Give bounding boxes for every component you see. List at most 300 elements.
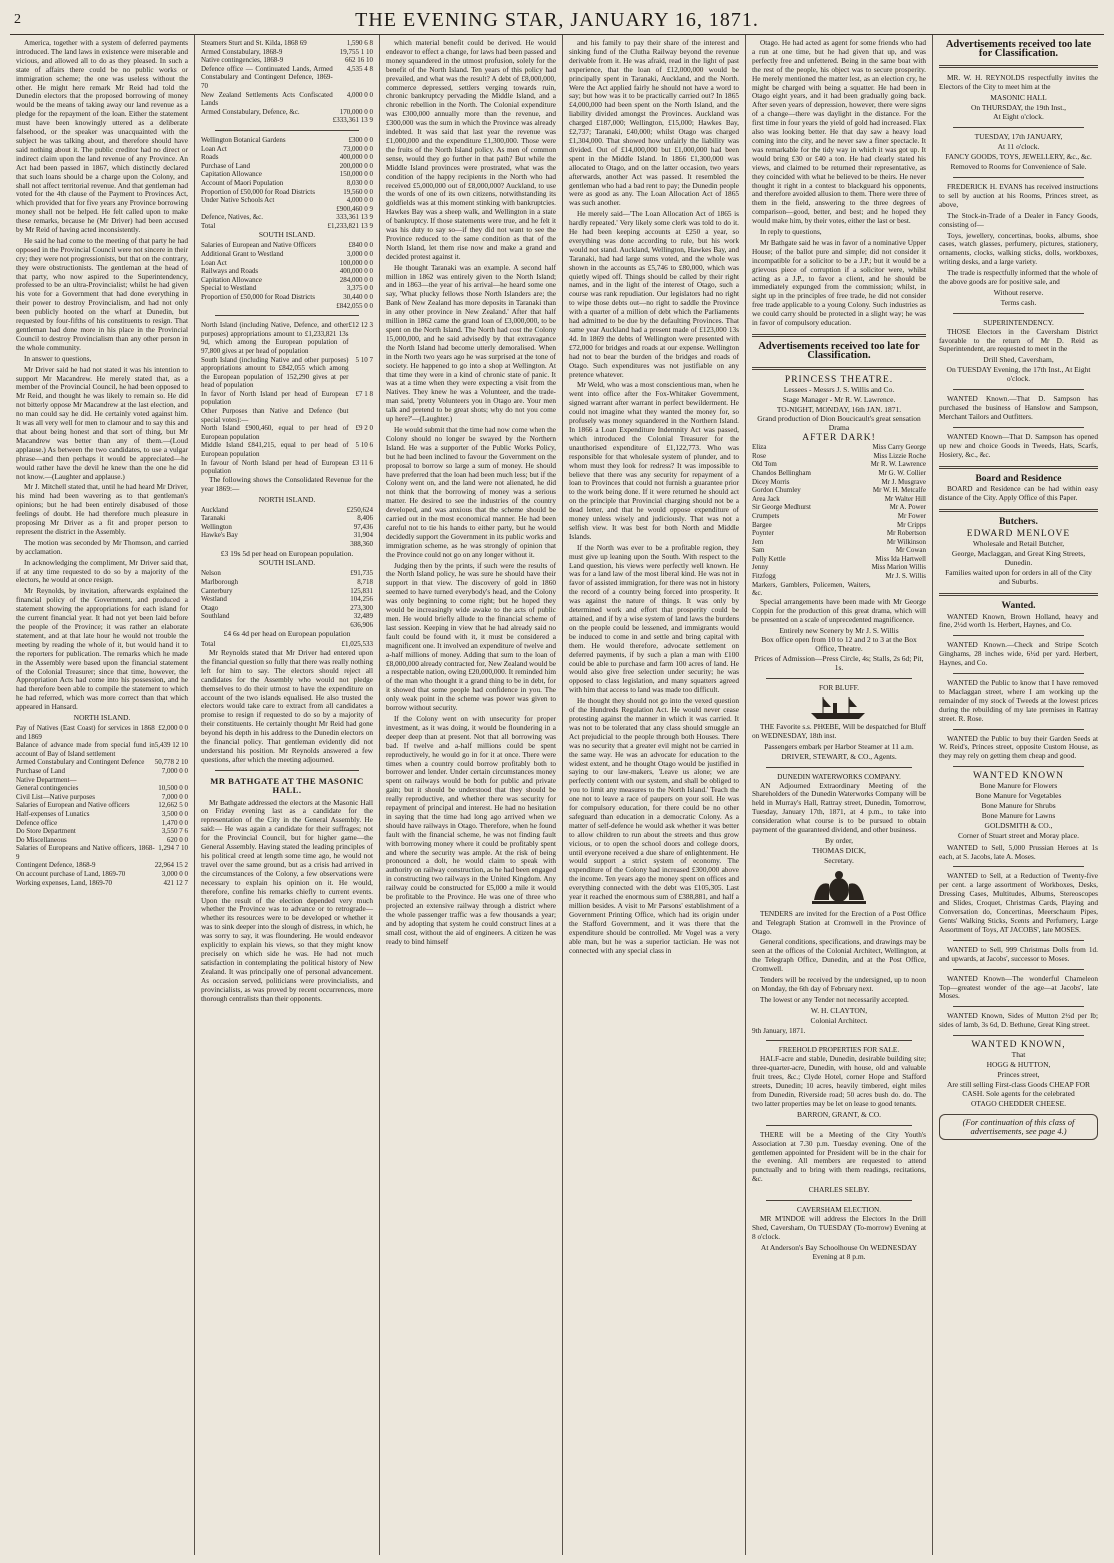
row-label: Canterbury	[201, 586, 233, 595]
cast-row	[752, 572, 926, 581]
bluff-passengers: Passengers embark per Harbor Steamer at 11 a.m.	[764, 741, 914, 751]
row-label: Wellington	[201, 522, 232, 531]
table-row	[16, 870, 188, 879]
table-row	[201, 459, 373, 476]
fancy-title: FANCY GOODS, TOYS, JEWELLERY, &c., &c.	[945, 152, 1092, 162]
row-label: General contingencies	[16, 784, 79, 793]
table-row	[201, 284, 373, 293]
row-label: Salaries of Europeans and Native officers, 1868-9	[16, 844, 155, 861]
table-row	[201, 587, 373, 596]
reynolds-when: On THURSDAY, the 19th Inst.,	[970, 102, 1067, 112]
bluff-title: FOR BLUFF.	[819, 683, 859, 693]
table-row	[201, 39, 373, 48]
row-amount: £9 2 0	[355, 424, 373, 433]
row-label: Southland	[201, 612, 230, 621]
article-paragraph: Mr Bathgate said he was in favor of a nominative Upper House; of the ballot pure and simple; did not consider it incompatible for a solicitor to be a J.P.; but it would be a grievous piece of corruption if a solicitor were, whilst acting as a J.P., to favor a client, and he should be immediately expunged from the commission; whilst, in sight up in the principles of free trade, he did not consider free trade applicable to a young Colony. Such industries as we could carry should be protected in a slight way; he was in favor of compulsory education.	[752, 237, 926, 328]
manure-item: Bone Manure for Flowers	[979, 781, 1058, 791]
super-when: On TUESDAY Evening, the 17th Inst., At Eight o'clock.	[946, 365, 1091, 384]
evans-items: Toys, jewellery, concertinas, books, albums, shoe cases, watch glasses, perfumery, pictures, stationery, ornaments, clocks, walking sticks, dolls, workboxes, writing desks, and a large variety.	[939, 230, 1098, 267]
freehold-title: FREEHOLD PROPERTIES FOR SALE.	[778, 1045, 900, 1055]
theatre-manager: Stage Manager - Mr R. W. Lawrence.	[782, 394, 896, 404]
row-amount: 4,535 4 8	[346, 64, 373, 73]
cast-actor: Mr Fower	[897, 511, 926, 520]
table-row	[201, 604, 373, 613]
freehold-body: HALF-acre and stable, Dunedin, desirable building site; three-quarter-acre, Dunedin, with house, old and valuable fruit trees, &c.; Clyde Hotel, corner Hope and Stafford streets, Dunedin; 10 acres, heavily timbered, eight miles from Dunedin, Riverside road; 50 acres bush do. do. The two latter properties may be let on lease to good tenants.	[752, 1054, 926, 1108]
row-amount: 636,906	[350, 620, 373, 629]
evans-note: The trade is respectfully informed that the whole of the above goods are for positive sale, and	[939, 268, 1098, 287]
column-4	[563, 35, 746, 1555]
appropriations-table	[201, 39, 373, 125]
tenders-ad	[752, 910, 926, 1036]
row-amount: 5 10 6	[355, 441, 373, 450]
waterworks-order: By order,	[824, 835, 854, 845]
table-note: £4 6s 4d per head on European population	[223, 629, 351, 639]
tenders-sign: W. H. CLAYTON,	[810, 1005, 868, 1015]
table-row	[201, 612, 373, 621]
row-amount: £91,735	[350, 569, 373, 578]
row-amount: 284,000 0 0	[339, 275, 373, 284]
article-paragraph: In answer to questions,	[24, 353, 92, 363]
reynolds-hall: MASONIC HALL	[990, 92, 1047, 102]
row-amount: 1,294 7 10	[158, 844, 188, 853]
row-amount	[155, 776, 188, 785]
freehold-sign: BARRON, GRANT, & CO.	[796, 1109, 882, 1119]
cast-row	[752, 512, 926, 521]
table-row	[201, 170, 373, 179]
row-amount: £250,624	[346, 505, 373, 514]
table-note: £3 19s 5d per head on European population.	[220, 548, 354, 558]
table-row	[16, 861, 188, 870]
board-heading: Board and Residence	[975, 473, 1062, 484]
hogg-item: OTAGO CHEDDER CHEESE.	[970, 1098, 1067, 1108]
continuation-note: (For continuation of this class of advertisements, see page 4.)	[939, 1114, 1098, 1140]
caversham-body: MR M'INDOE will address the Electors In the Drill Shed, Caversham, On TUESDAY (To-morrow) Evening at 8 o'clock.	[752, 1213, 926, 1241]
row-label: Pay of Natives (East Coast) for services in 1868 and 1869	[16, 723, 155, 741]
table-row	[201, 241, 373, 250]
classified-heading: Advertisements received too late for Classification.	[945, 39, 1092, 59]
row-label: North Island £900,460, equal to per head of European population	[201, 424, 349, 441]
article-paragraph: Mr Bathgate addressed the electors at the Masonic Hall on Friday evening last as a candidate for the representation of the City in the General Assembly. He said:— He was again a candidate for their suffrages; not for the Provincial Council, but for higher game—the General Assembly. Having stated the leading principles of his political creed at length some time ago, he would not travel over the same ground, but as a crisis had arrived in the circumstances of the Colony, a few observations were necessary to explain his opinion on it. He would, therefore, confine his remarks chiefly to current events. Upon the result of the election depended very much whether the Province was to advance or to retrograde—whether its resources were to be developed or whether it was to sink deeper into the slough of distress, in which, he was sorry to say, it was floundering. He would endeavor explicitly to explain his views, so that they might know precisely on which side he was. He had not much satisfaction in contemplating the political history of New Zealand. It was principally one of personal advancement. As occasion served, politicians were provincialists, and provincialists, as was proved by recent occurrences, more thorough centralists than their opponents.	[201, 797, 373, 1003]
cast-role: Old Tom	[752, 460, 777, 469]
row-label	[201, 540, 301, 549]
row-label: Purchase of Land	[201, 161, 250, 170]
cast-role: Jem	[752, 537, 764, 546]
cast-row	[752, 460, 926, 469]
cast-actor: Mr Cowan	[895, 546, 926, 555]
fancy-note: Removed to Rooms for Convenience of Sale.	[950, 162, 1087, 172]
wanted-ad: WANTED Known.—Check and Stripe Scotch Ginghams, 28 inches wide, 6½d per yard. Herbert, Haynes, and Co.	[939, 640, 1098, 668]
cast-actor: Mr J. S. Willis	[885, 572, 926, 581]
row-label: Capitation Allowance	[201, 170, 262, 179]
article-paragraph: which material benefit could be derived. He would endeavor to effect a change, for laws had been passed and money squandered in the utmost profusion, solely for the benefit of the North Island. Ten years of this policy had prevailed, and what was the result? A debt of £8,000,000, commerce depressed, settlers verging towards ruin, chronic bankruptcy pervading the Middle Island, and a chronic rebellion in the North. The Colonial expenditure was £300,000 annually more than the revenue, and £300,000 was the sum in which the Province was already indebted. It was said that last year the revenue was £1,000,000 and the expenditure £1,300,000. Those were the fruits of the North Island policy. As men of common sense, would they go further in that path? But while the Middle Island provinces were prostrated, what was the condition of the happy recipients in the North who had received £5,000,000 out of £8,000,000? Auckland, to use the words of one of its own citizens, notwithstanding its goldfields was at this moment stinking with bankruptcies. Hawkes Bay was a sheep walk, and Wellington in a state of bankruptcy. If those statements were true, and he felt it was his duty to say so—if they did not want to see the Province reduced to the same condition as that of the North Island, let them rise now and make a grand and decided protest against it.	[386, 38, 556, 261]
caversham-body-2: At Anderson's Bay Schoolhouse On WEDNESDAY Evening at 8 p.m.	[760, 1242, 918, 1261]
table-row	[201, 514, 373, 523]
row-label: Roads	[201, 153, 219, 162]
article-paragraph: He would submit that the time had now come when the Colony should no longer be swayed by the Northern Island. He was a supporter of the Public Works Policy, but he had been inclined to favour the Government on the proposal to borrow so large a sum of money. He should have preferred that the loan had been much less; but if the Colony went on, and the land were not alienated, he did not think that the borrowing of money was a serious matter. He desired to see the industries of the country developed, and was anxious that the scheme should be carried out in the most economical manner. He had been careful not to tie his hands to either party, but he would decidedly support the Government in its public works and immigration scheme, as he was strongly of opinion that the Province could not go on any longer without it.	[386, 424, 556, 559]
row-label: Armed Constabulary, 1868-9	[201, 47, 283, 56]
cast-row	[752, 486, 926, 495]
table-row	[201, 293, 373, 302]
row-label: Defence office	[16, 818, 58, 827]
table-title: SOUTH ISLAND.	[258, 230, 316, 240]
hogg-title: WANTED KNOWN,	[971, 1040, 1066, 1051]
cast-actor: Mr Walter Hill	[884, 494, 926, 503]
theatre-prices: Prices of Admission—Press Circle, 4s; Stalls, 2s 6d; Pit, 1s.	[754, 654, 924, 673]
table-row	[201, 321, 373, 355]
row-label: Native contingencies, 1868-9	[201, 56, 284, 65]
article-paragraph: In acknowledging the compliment, Mr Driver said that, if at any time requested to do so by a majority of the electors, he would at once resign.	[16, 557, 188, 585]
row-label: Purchase of Land	[16, 766, 65, 775]
row-amount: 10,500 0 0	[158, 784, 188, 793]
evans-body-2: The Stock-in-Trade of a Dealer in Fancy Goods, consisting of—	[939, 210, 1098, 229]
table-row	[201, 116, 373, 125]
article-paragraph: Otago. He had acted as agent for some friends who had a run at one time, but he had given that up, and was perfectly free and unfettered. Being in the same boat with the rest of the people, his object was to secure prosperity. He merely mentioned the matter lest, as an election cry, he might be charged with being a squatter. He had been in Otago eight years, and it had been gradually going back. After seven years of depression, however, there were signs of a change—there was daylight in the distance. For the first time in four years the yield of gold had increased. Flax also was looking better. He that day saw a heavy load coming into the city, and he never saw a finer spectacle. It was remarkable for the tidy way in which it was got up. It would bring £30 or £40 a ton. He had clearly stated his views, and claimed to be returned their representative, as they coincided with what he believed to be theirs. He never thought it right in a contest to blackguard his opponents, and therefore avoided allusion to them. There were three of them in the field, answering to the three degrees of comparison—good, better, and best; and he hoped they would make him, by their votes, either the last or best.	[752, 38, 926, 226]
row-amount: £12 12 3	[348, 321, 373, 330]
bluff-agents: DRIVER, STEWART, & CO., Agents.	[781, 751, 897, 761]
waterworks-role: Secretary.	[824, 855, 854, 865]
wanted-ad: WANTED Known, Brown Holland, heavy and fine, 2½d worth 1s. Herbert, Haynes, and Co.	[939, 611, 1098, 630]
menlove-ad	[939, 530, 1098, 586]
table-row	[201, 390, 373, 407]
table-row	[16, 724, 188, 741]
theatre-special: Special arrangements have been made with Mr George Coppin for the production of this great drama, which will be presented on a scale of unprecedented magnificence.	[752, 596, 926, 624]
row-amount: 32,489	[353, 612, 373, 621]
row-amount: 1,590 6 8	[346, 39, 373, 47]
row-amount: 100,000 0 0	[339, 258, 373, 267]
table-row	[201, 267, 373, 276]
row-label: Balance of advance made from special fund in account of Bay of Island settlement	[16, 741, 155, 758]
row-label: Middle Island £841,215, equal to per head of European population	[201, 441, 349, 459]
table-row	[16, 827, 188, 836]
row-label: Taranaki	[201, 514, 226, 523]
tenders-body: TENDERS are invited for the Erection of a Post Office and Telegraph Station at Cromwell in the Province of Otago.	[752, 908, 926, 936]
row-label: Hawke's Bay	[201, 531, 238, 540]
article-heading: MR BATHGATE AT THE MASONIC HALL.	[210, 775, 364, 795]
evans-body: FREDERICK H. EVANS has received instructions to sell by auction at his Rooms, Princes street, as above,	[939, 181, 1098, 209]
table-row	[16, 758, 188, 767]
row-label: In favour of North Island per head of European population	[201, 458, 349, 476]
table-row	[201, 441, 373, 458]
fancy-when: TUESDAY, 17th JANUARY,	[974, 132, 1063, 142]
cast-role: Markers, Gamblers, Policemen, Waiters, &c.	[752, 580, 871, 598]
row-amount: 5 10 7	[355, 355, 373, 364]
row-label: Marlborough	[201, 577, 238, 586]
row-label: Wellington Botanical Gardens	[201, 135, 286, 144]
table-row	[201, 569, 373, 578]
cast-row	[752, 443, 926, 452]
row-amount: 620 0 0	[167, 835, 188, 844]
row-amount: 22,964 15 2	[154, 861, 188, 870]
row-label	[201, 205, 324, 214]
south-island-table	[201, 241, 373, 310]
cast-actor: Mr Wilkinson	[886, 537, 926, 546]
table-row	[16, 776, 188, 785]
waterworks-sign: THOMAS DICK,	[812, 845, 866, 855]
row-label: Civil List—Native purposes	[16, 792, 95, 801]
freehold-ad	[752, 1046, 926, 1119]
article-paragraph: Mr Reynolds, by invitation, afterwards explained the financial policy of the Government, and produced a statement showing the appropriations for each island for the current financial year. It had not yet been laid before the people of the Province; it was rather an elaborate statement, and at that late hour he would not trouble the meeting by reading the whole of it, but would hand it to the reporters for publication. The remarks which he made in the Assembly were based upon the financial statement of the Colonial Treasurer; since that time, however, the Appropriation Acts had come into his possession, and he had therefore been able to compile the statement to which he had referred, which was more correct than that which appeared in Hansard.	[16, 586, 188, 712]
article-paragraph: Mr Driver said he had not stated it was his intention to support Mr Macandrew. He merely stated that, as a member of the Provincial Council, he had been opposed to Mr Reid, and thought he was likely to remain so. He did not bitterly oppose Mr Macandrew at the last election, and no man could say he did. He certainly voted against him. It was all very well for men to clamour and to say this and that about being honest and that sort of thing, but Mr Macandrew was better than any of them.—(Loud applause.) As between the two candidates, to use a vulgar phrase—and then perhaps it would be appreciated—he would rather have the devil he knew than the one he did not know.—(Laughter and applause.)	[16, 364, 188, 481]
row-label: South Island (including Native and other purposes) appropriations amount to £842,055 which among the European population of 152,290 gives at per head of population	[201, 355, 349, 390]
hogg-hutton-ad	[939, 1041, 1098, 1108]
hogg-body: Are still selling First-class Goods CHEAP FOR CASH. Sole agents for the celebrated	[946, 1079, 1091, 1098]
sampson-ad-1: WANTED Known.—That D. Sampson has purchased the business of Hanslow and Sampson, Merchant Tailors and Outfitters.	[939, 394, 1098, 421]
row-label: Nelson	[201, 569, 221, 578]
row-label: Armed Constabulary and Contingent Defence	[16, 758, 145, 767]
cast-row	[752, 555, 926, 564]
row-amount: 19,560 0 0	[343, 187, 373, 196]
fancy-goods-ad	[939, 133, 1098, 172]
tenders-date: 9th January, 1871.	[752, 1025, 806, 1035]
wanted-ad: WANTED the Public to know that I have removed to Maclaggan street, where I am working up the remainder of my stock of Tweeds at the lowest prices during the rebuilding of my late premises in Rattray street. R. Rose.	[939, 678, 1098, 723]
wanted-ad: WANTED to Sell, 999 Christmas Dolls from 1d. and upwards, at Jacobs', successor to Moses.	[939, 944, 1098, 963]
hogg-that: That	[1011, 1050, 1026, 1060]
theatre-ad	[752, 376, 926, 673]
table-row	[201, 302, 373, 311]
row-amount: 8,030 0 0	[346, 178, 373, 187]
cast-actor: Mr A. Power	[889, 503, 926, 512]
row-label: Defence office — Continuated Lands, Armed Constabulary and Contingent Defence, 1869-70	[201, 64, 333, 90]
cast-actor: Mr J. Musgrave	[881, 477, 926, 486]
cast-actor: Mr Robertson	[886, 529, 926, 538]
row-amount: 3,375 0 0	[346, 284, 373, 293]
youth-sign: CHARLES SELBY.	[808, 1185, 870, 1195]
table-row	[201, 578, 373, 587]
table-row	[16, 819, 188, 828]
row-label: Armed Constabulary, Defence, &c.	[201, 107, 300, 116]
column-6	[933, 35, 1104, 1555]
row-amount: 31,904	[353, 531, 373, 540]
row-label	[201, 621, 307, 630]
bluff-body: THE Favorite s.s. PHŒBE, Will be despatched for Bluff on WEDNESDAY, 18th inst.	[752, 722, 926, 740]
table-row	[201, 145, 373, 154]
manure-addr: Corner of Stuart street and Moray place.	[958, 830, 1079, 840]
steamship-icon	[809, 695, 869, 721]
youth-body: THERE will be a Meeting of the City Youth's Association at 7.30 p.m. Tuesday evening. One of the gentlemen appointed for President will be in the chair for the evening. All members are requested to attend punctually and to bring with them readings, recitations, &c.	[752, 1129, 926, 1184]
fancy-time: At 11 o'clock.	[997, 142, 1040, 152]
row-amount: 73,000 0 0	[343, 144, 373, 153]
table-row	[16, 741, 188, 758]
masthead-title: THE EVENING STAR, JANUARY 16, 1871.	[355, 9, 759, 31]
article-paragraph: He thought they should not go into the vexed question of the Hundreds Regulation Act. He would never cease protesting against the manner in which it was carried. It was not to be tolerated that any class should smuggle an Act prejudicial to the people through both Houses. There was no security that a greater evil might not be carried in the same way. He was an advocate for education to the widest extent, and he thought Otago would be justified in saying to our law-makers, 'Leave us alone; we are perfectly content with our system, and shall be obliged to you to limit any measures to the North Island.' Teach the one not to leave a race of paupers on your soil. He was for compulsory education, for there could be no other safeguard than education in a democratic Colony. As a matter of self-defence he would ask whether it was better to allow children to run about the streets and thus grow vicious, or to open the school doors and college doors, until everyone received a due share of enlightenment. He would support a strict system of economy. The expenditure of the Colony had increased £300,000 above the income. Ten years ago the money spent on offices and everything connected with the debt was £105,305. Last year it reached the enormous sum of £388,881, and half a million besides. A visit to Mr Parsons' establishment of a Government Printing Office, which had its origin under the Stafford Government, and it was there that the expenditure should be controlled. Mr Vogel was a very able man, but he was a superior tactician. He was not connected with any special class in	[569, 696, 739, 955]
table-row	[16, 784, 188, 793]
article-paragraph: The motion was seconded by Mr Thomson, and carried by acclamation.	[16, 537, 188, 556]
tenders-role: Colonial Architect.	[810, 1015, 868, 1025]
youth-association-ad	[752, 1131, 926, 1195]
article-paragraph: The following shows the Consolidated Revenue for the year 1869:—	[201, 474, 373, 493]
theatre-tonight: TO-NIGHT, MONDAY, 16th JAN. 1871.	[776, 404, 902, 414]
table-row	[201, 136, 373, 145]
wanted-ad: WANTED to Sell, at a Reduction of Twenty-five per cent. a large assortment of Workboxes, Desks, Dressing Cases, Multitudes, Albums, Stereoscopes and Slides, Croquet, Christmas Cards, Playing and Conversation do, Concertinas, Meerschaum Pipes, Gents' Walking Sticks, Scents and Perfumery, Large Assortment of Toys, AT JACOBS', late MOSES.	[939, 871, 1098, 934]
row-label: Steamers Sturt and St. Kilda, 1868 69	[201, 39, 307, 47]
row-amount: 97,436	[353, 522, 373, 531]
page-number: 2	[14, 12, 22, 27]
hogg-firm: HOGG & HUTTON,	[986, 1059, 1051, 1069]
row-amount: 4,000 0 0	[346, 196, 373, 205]
row-amount: £2,000 0 0	[158, 723, 188, 732]
row-amount: 5,439 12 10	[154, 741, 188, 750]
row-amount: £300 0 0	[348, 135, 373, 144]
table-row	[201, 162, 373, 171]
row-amount: £900,460 0 9	[336, 204, 373, 213]
cast-role: Jenny	[752, 563, 769, 572]
row-amount: 400,000 0 0	[339, 153, 373, 162]
row-amount: 421 12 7	[163, 878, 188, 887]
article-paragraph: He thought Taranaki was an example. A second half million in 1862 was entirely given to the North Island; and in 1863—the year of his arrival—he heard some one say, 'What plucky fellows those North Islanders are; the Bank of New Zealand has more deposits in Taranaki than in any other province in New Zealand.' After that half million in 1862 came the grand loan of £3,000,000, to be spent on the North Island. The North had cost the Colony 15,000,000, and he said advisedly by that extravagance the North Island had become utterly demoralised. When in the North two years ago he was surprised at the tone of society. He happened to go into a shop at Wellington. At that time they were in a kind of chronic state of panic. It was at a time when they were expecting a visit from the Natives. They knew he was a Volunteer, and the trade-man said, 'pretty Volunteers you in Otago are. Your men talk and pretend to be great shots; why do not you come up here?'—(Laughter.)	[386, 262, 556, 424]
row-amount: 388,360	[350, 539, 373, 548]
row-label: Contingent Defence, 1868-9	[16, 861, 96, 870]
menlove-addr: George, Maclaggan, and Great King Streets, Dunedin.	[951, 548, 1086, 567]
row-amount: 50,778 2 10	[154, 758, 188, 767]
row-label: Additional Grant to Westland	[201, 249, 284, 258]
row-label: Half-expenses of Lunatics	[16, 809, 90, 818]
cast-actor: Miss Lizzie Roche	[873, 451, 926, 460]
consolidated-south-table	[201, 569, 373, 629]
row-label: Proportion of £50,000 for Road Districts	[201, 292, 315, 301]
theatre-grand: Grand production of Dion Boucicault's great sensation Drama	[757, 414, 921, 433]
table-row	[201, 595, 373, 604]
table-row	[201, 108, 373, 117]
columns	[10, 35, 1104, 1555]
cast-row	[752, 563, 926, 572]
cast-role: Bargee	[752, 520, 772, 529]
row-amount: 3,550 7 6	[161, 827, 188, 836]
article-paragraph: Mr J. Mitchell stated that, until he had heard Mr Driver, his mind had been wavering as to that gentleman's opinions; but he had been entirely disabused of those feelings of doubt. He had therefore much pleasure in proposing Mr Driver as a fit and proper person to represent the district in the Assembly.	[16, 482, 188, 536]
cast-row	[752, 478, 926, 487]
row-amount: 12,662 5 0	[158, 801, 188, 810]
cast-row	[752, 521, 926, 530]
row-amount: 273,300	[350, 603, 373, 612]
row-label: In favor of North Island per head of European population	[201, 389, 349, 407]
row-label: Under Native Schools Act	[201, 196, 275, 205]
royal-arms-icon	[804, 870, 874, 906]
cast-row	[752, 529, 926, 538]
theatre-box: Box office open from 10 to 12 and 2 to 3 at the Box Office, Theatre.	[761, 635, 917, 654]
table-row	[201, 188, 373, 197]
row-amount: 8,406	[357, 514, 373, 523]
cast-actor: Mr R. W. Lawrence	[870, 460, 926, 469]
column-3	[380, 35, 563, 1555]
row-amount: £840 0 0	[348, 241, 373, 250]
reynolds-ad	[939, 74, 1098, 123]
row-label: On account purchase of Land, 1869-70	[16, 870, 126, 879]
row-label: North Island (including Native, Defence, and other purposes) appropriations amount to £1,233,821 13s 9d, which among the European population of 97,800 gives at per head of population	[201, 321, 349, 355]
row-label: Defence, Natives, &c.	[201, 213, 263, 222]
table-row	[201, 91, 373, 108]
table-row	[201, 65, 373, 91]
cast-role: Poynter	[752, 529, 774, 538]
row-label: Working expenses, Land, 1869-70	[16, 878, 113, 887]
row-amount: 150,000 0 0	[339, 170, 373, 179]
row-amount: 7,000 0 0	[161, 766, 188, 775]
row-amount: 170,000 0 0	[339, 107, 373, 116]
cast-role: Eliza	[752, 443, 767, 452]
table-row	[201, 540, 373, 549]
table-row	[201, 205, 373, 214]
menlove-name: EDWARD MENLOVE	[966, 529, 1071, 540]
evans-reserve: Without reserve.	[993, 287, 1044, 297]
row-amount: 3,500 0 0	[161, 809, 188, 818]
row-label: Do Miscellaneous	[16, 835, 67, 844]
row-label: Capitation Allowance	[201, 275, 262, 284]
article-paragraph: and his family to pay their share of the interest and sinking fund of the Clutha Railway beyond the revenue derivable from it. He was afraid, read in the light of past experience, that the loan of £12,000,000 would be principally spent in Taranaki, Auckland, and the North. Were the Act applied fairly he should not have a word to say; but how was it to be practically carried out? In 1865 £4,000,000 had been spent on the North Island, and the liability divided amongst the Provinces. Auckland was charged £187,000; Wellington, £15,000; Hawkes Bay, £2,737; Taranaki, £40,000; whilst Otago was charged £1,304,000. That showed how unfairly the liability was divided. Out of £14,000,000 but £1,000,000 had been spent in the Middle Island. In 1866 £1,300,000 was allocated to Otago, and on the latter occasion, two years afterwards, another Act was passed. It resembled the gentleman who had a bad rent to pay; the Dunedin people were as good as any. The Loan Allocation Act of 1865 was such another.	[569, 38, 739, 208]
tenders-body-4: The lowest or any Tender not necessarily accepted.	[760, 994, 909, 1004]
table-row	[16, 844, 188, 861]
wanted-ad: WANTED the Public to buy their Garden Seeds at W. Reid's, Princes street, opposite Custom House, as they may rely on getting them cheap and good.	[939, 733, 1098, 761]
row-label: Native Department—	[16, 775, 77, 784]
row-label: Loan Act	[201, 144, 227, 153]
table-row	[16, 836, 188, 845]
waterworks-title: DUNEDIN WATERWORKS COMPANY.	[777, 771, 901, 781]
cast-role: Fitzfogg	[752, 572, 776, 581]
waterworks-ad	[752, 773, 926, 866]
cast-actor: Mr G. W. Collier	[878, 468, 926, 477]
row-amount: 200,000 0 0	[339, 161, 373, 170]
evans-ad	[939, 183, 1098, 308]
cast-actor: Mr W. H. Metcalfe	[872, 486, 926, 495]
super-body: THOSE Electors in the Caversham District favorable to the return of Mr D. Reid as Superintendent, are requested to meet in the	[939, 326, 1098, 354]
wanted-list-2	[939, 844, 1098, 1037]
cast-role: Crumpets	[752, 511, 780, 520]
row-amount: 400,000 0 0	[339, 267, 373, 276]
row-amount: £1,233,821 13 9	[327, 221, 373, 230]
row-label: Salaries of European and Native Officers	[201, 241, 317, 250]
row-amount: 333,361 13 9	[336, 213, 373, 222]
table-row	[201, 56, 373, 65]
row-amount: 4,000 0 0	[346, 90, 373, 99]
hogg-addr: Princes street,	[997, 1069, 1040, 1079]
table-row	[16, 767, 188, 776]
theatre-lessees: Lessees - Messrs J. S. Willis and Co.	[783, 384, 895, 394]
table-row	[201, 48, 373, 57]
row-label: Special to Westland	[201, 284, 257, 293]
manure-item: Bone Manure for Shrubs	[981, 801, 1056, 810]
menlove-note: Families waited upon for orders in all of the City and Suburbs.	[945, 567, 1092, 586]
row-label: New Zealand Settlements Acts Confiscated Lands	[201, 90, 333, 108]
theatre-scenery: Entirely new Scenery by Mr J. S. Willis	[779, 625, 899, 635]
reynolds-body: MR. W. H. REYNOLDS respectfully invites the Electors of the City to meet him at the	[939, 72, 1098, 91]
classified-heading: Advertisements received too late for Classification.	[758, 341, 920, 361]
row-amount: 662 16 10	[345, 56, 373, 65]
cast-role: Sam	[752, 546, 765, 555]
table-row	[16, 801, 188, 810]
waterworks-body: AN Adjourned Extraordinary Meeting of the Shareholders of the Dunedin Waterworks Company will be held in Murray's Hall, Rattray street, Dunedin, Tomorrow, Tuesday, January 17th, 1871, at 4 p.m., to take into consideration what course is to be pursued to obtain payment of the guaranteed dividend, and other business.	[752, 780, 926, 835]
article-paragraph: Mr Reynolds stated that Mr Driver had entered upon the financial question so fully that there was really nothing left for him to say. The electors should reject all candidates for the Assembly who would not pledge themselves to do their utmost to have the expenditure on account of the two islands equalised. He also trusted the electors would take care to extract from all candidates a promise to resign if requested to do so by a majority of their constituents. He certainly thought Mr Reid had gone beyond his depth in his address to the Dunedin electors on the financial policy. That gentleman evidently did not understand his position. Mr Reynolds answered a few questions, after which the meeting adjourned.	[201, 647, 373, 764]
tenders-body-3: Tenders will be received by the undersigned, up to noon on Monday, the 6th day of February next.	[752, 975, 926, 993]
cast-row	[752, 469, 926, 478]
super-title: SUPERINTENDENCY.	[983, 317, 1054, 327]
row-label	[201, 116, 333, 125]
cast-table	[752, 443, 926, 598]
article-paragraph: If the North was ever to be a profitable region, they must give up leaning upon the South. With respect to the Land question, his views were perfectly well known. He was for a land law of the most liberal kind. He was not in favor of assisted immigration, for there was not in history the record of a country being forced into prosperity. It was against the nature of things. It was only by determined work and effort that prosperity could be attained, and if by a wise system of land laws the burdens on the people could be lessened, and immigrants would be induced to come in and settle and bring capital with them. He would therefore, advocate settlement on deferred payments, if by such a plan a man with £100 could be able to purchase and farm 100 acres of land. He would also give free selection under security; he was opposed to class legislation, and many squatters agreed with him that access to land was made too difficult.	[569, 542, 739, 695]
column-2	[195, 35, 380, 1555]
row-amount: 3,000 0 0	[161, 870, 188, 879]
table-row	[201, 276, 373, 285]
row-amount: 1,470 0 0	[161, 818, 188, 827]
cast-row	[752, 538, 926, 547]
cast-role: Rose	[752, 451, 766, 460]
cast-role: Sir George Medhurst	[752, 503, 811, 512]
sampson-ad-2: WANTED Known—That D. Sampson has opened up new and choice Goods in Tweeds, Hats, Scarfs, Hosiery, &c., &c.	[939, 431, 1098, 459]
theatre-play: AFTER DARK!	[802, 433, 876, 444]
wanted-list	[939, 613, 1098, 768]
row-label: Total	[201, 221, 216, 230]
row-amount: 125,831	[350, 586, 373, 595]
manure-firm: GOLDSMITH & CO.,	[984, 820, 1053, 830]
table-row	[16, 793, 188, 802]
total-amount: £1,025,533	[341, 640, 373, 649]
board-ad: BOARD and Residence can be had within easy distance of the City. Apply Office of this Paper.	[939, 484, 1098, 503]
